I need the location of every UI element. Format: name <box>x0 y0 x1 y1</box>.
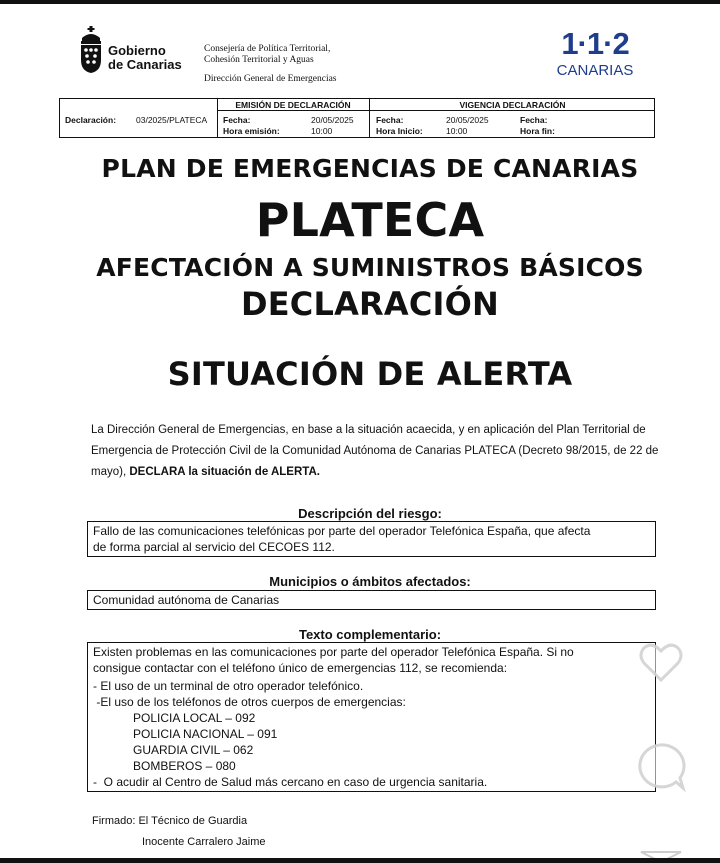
declaration-table <box>59 98 655 138</box>
complementario-line-2: consigue contactar con el teléfono único de emergencias 112, se recomienda: <box>93 661 508 675</box>
complementario-bomberos: BOMBEROS – 080 <box>133 759 236 773</box>
top-edge-line <box>0 0 720 4</box>
vigencia-hora-inicio-label: Hora Inicio: <box>376 126 423 136</box>
logo-112-label: CANARIAS <box>556 62 634 79</box>
texto-complementario-heading: Texto complementario: <box>298 627 442 642</box>
title-afectacion: AFECTACIÓN A SUMINISTROS BÁSICOS <box>96 253 644 282</box>
descripcion-line-2: de forma parcial al servicio del CECOES 112. <box>93 540 335 554</box>
title-situacion-alerta: SITUACIÓN DE ALERTA <box>167 355 573 393</box>
declaracion-value: 03/2025/PLATECA <box>136 115 208 125</box>
bottom-edge-line <box>0 858 720 863</box>
logo-112-canarias <box>553 28 637 80</box>
emision-hora-value: 10:00 <box>311 126 333 136</box>
municipios-box <box>87 590 656 610</box>
emision-fecha-value: 20/05/2025 <box>311 115 354 125</box>
consejeria-name <box>204 44 330 66</box>
complementario-guardia-civil: GUARDIA CIVIL – 062 <box>133 743 254 757</box>
vigencia-fecha-label: Fecha: <box>376 115 404 125</box>
complementario-line-centro-salud: - O acudir al Centro de Salud más cercano en caso de urgencia sanitaria. <box>93 775 488 789</box>
municipios-heading: Municipios o ámbitos afectados: <box>269 574 471 589</box>
complementario-line-3: - El uso de un terminal de otro operador telefónico. <box>93 679 364 693</box>
vigencia-header: VIGENCIA DECLARACIÓN <box>459 100 566 110</box>
vigencia-hora-fin-label: Hora fin: <box>520 126 555 136</box>
texto-complementario-box <box>87 642 656 792</box>
gobierno-canarias-crest-icon <box>78 26 104 74</box>
municipios-value: Comunidad autónoma de Canarias <box>93 593 280 607</box>
heart-icon[interactable] <box>636 638 686 686</box>
consejeria-line-2: Cohesión Territorial y Aguas <box>204 55 314 65</box>
intro-text: La Dirección General de Emergencias, en base a la situación acaecida, y en aplicación del Plan Territorial de Emergencia de Protección Civil de la Comunidad Autónoma de Canarias PLATECA (Decreto 98/2015, de 22 de mayo), <box>91 424 659 478</box>
complementario-line-1: Existen problemas en las comunicaciones por parte del operador Telefónica España. Si no <box>93 645 574 659</box>
vigencia-hora-inicio-value: 10:00 <box>446 126 468 136</box>
vigencia-fecha-value: 20/05/2025 <box>446 115 489 125</box>
firmante-name: Inocente Carralero Jaime <box>142 836 266 848</box>
emision-hora-label: Hora emisión: <box>223 126 280 136</box>
direccion-general: Dirección General de Emergencias <box>204 74 337 84</box>
title-plateca: PLATECA <box>255 193 485 247</box>
title-plan: PLAN DE EMERGENCIAS DE CANARIAS <box>101 154 639 183</box>
descripcion-heading: Descripción del riesgo: <box>298 506 442 521</box>
gobierno-line-2: de Canarias <box>108 57 182 72</box>
emision-header: EMISIÓN DE DECLARACIÓN <box>235 100 351 110</box>
comment-bubble-icon[interactable] <box>632 740 688 794</box>
intro-paragraph <box>91 420 661 483</box>
declaracion-label: Declaración: <box>65 115 117 125</box>
title-declaracion: DECLARACIÓN <box>240 285 500 323</box>
logo-112-number: 1·1·2 <box>561 26 629 61</box>
descripcion-box <box>87 521 656 557</box>
descripcion-line-1: Fallo de las comunicaciones telefónicas por parte del operador Telefónica España, que afecta <box>93 524 591 538</box>
complementario-line-4: -El uso de los teléfonos de otros cuerpos de emergencias: <box>93 695 406 709</box>
emision-fecha-label: Fecha: <box>223 115 251 125</box>
complementario-policia-nacional: POLICIA NACIONAL – 091 <box>133 727 278 741</box>
firmado-text: Firmado: El Técnico de Guardia <box>92 815 248 827</box>
consejeria-line-1: Consejería de Política Territorial, <box>204 44 331 54</box>
gobierno-canarias-name <box>108 44 182 72</box>
gobierno-line-1: Gobierno <box>108 43 166 58</box>
complementario-policia-local: POLICIA LOCAL – 092 <box>133 711 256 725</box>
intro-declara: DECLARA la situación de ALERTA. <box>129 466 320 478</box>
vigencia-fecha-fin-label: Fecha: <box>520 115 548 125</box>
